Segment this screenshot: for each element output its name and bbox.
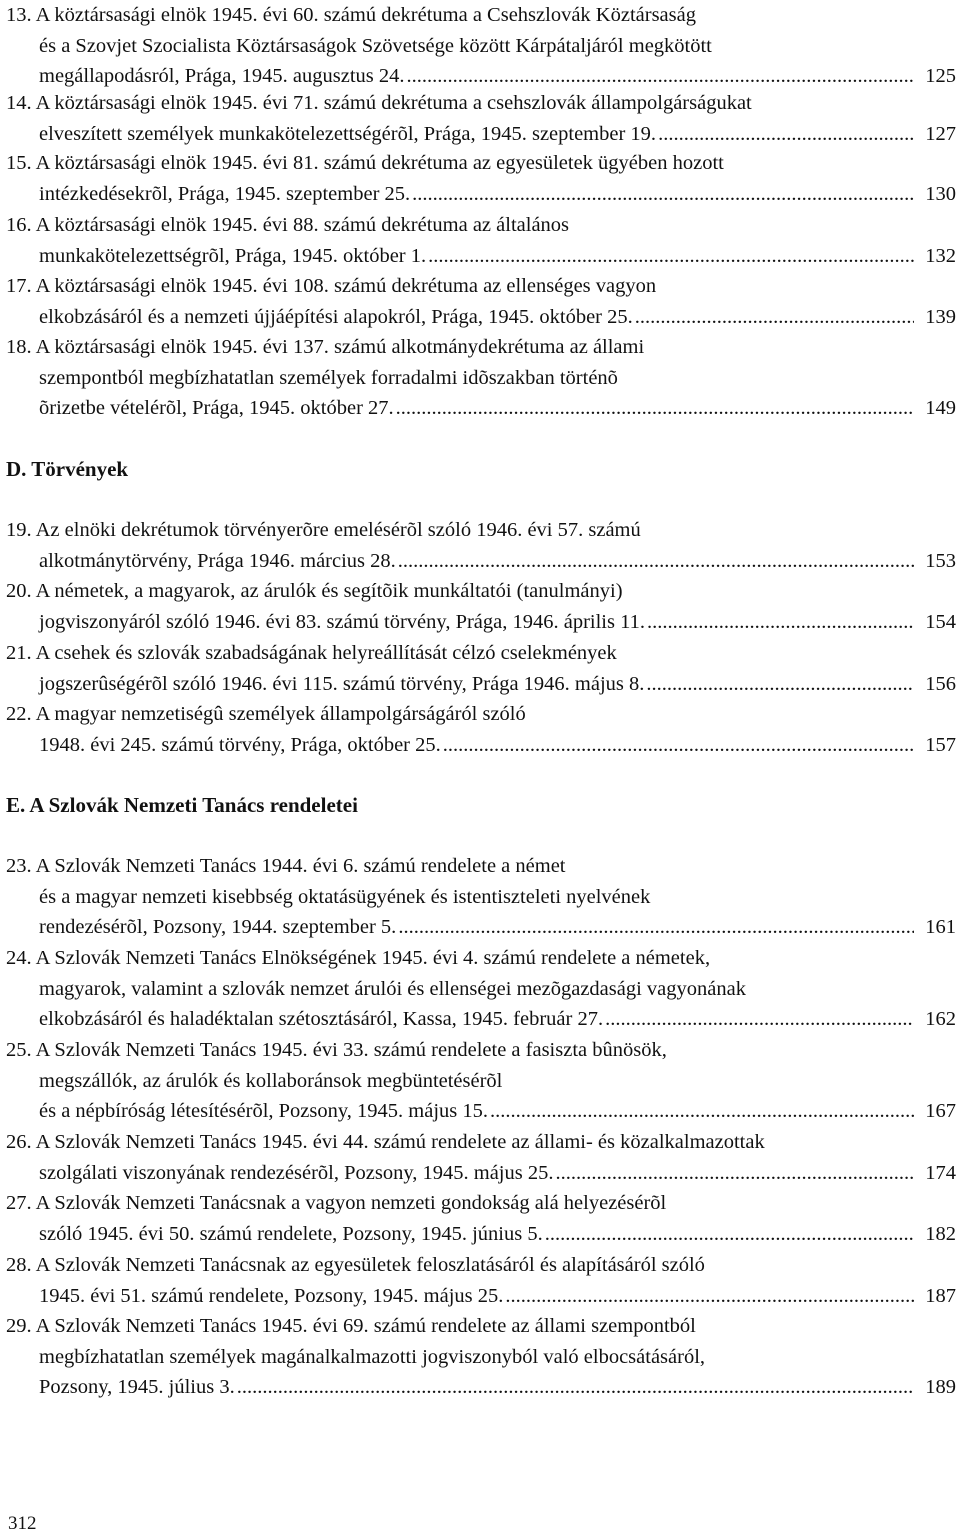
page-number: 187 — [925, 1284, 956, 1307]
toc-entry-25 — [6, 1035, 956, 1127]
toc-line: 27. A Szlovák Nemzeti Tanácsnak a vagyon nemzeti gondokság alá helyezésérõl — [6, 1192, 667, 1214]
toc-entry-24 — [6, 943, 956, 1035]
toc-line: megszállók, az árulók és kollaboránsok megbüntetésérõl — [39, 1069, 503, 1092]
toc-line-last: jogviszonyáról szóló 1946. évi 83. számú törvény, Prága, 1946. április 11. ..... 154 — [6, 607, 956, 638]
toc-line: 22. A magyar nemzetiségû személyek állampolgárságáról szóló — [6, 703, 526, 725]
toc-entry-27 — [6, 1188, 956, 1249]
toc-entry-13 — [6, 0, 956, 92]
toc-line: 25. A Szlovák Nemzeti Tanács 1945. évi 33. számú rendelete a fasiszta bûnösök, — [6, 1039, 667, 1061]
toc-line: és a Szovjet Szocialista Köztársaságok Szövetsége között Kárpátaljáról megkötött — [39, 34, 712, 57]
toc-line-last: 1945. évi 51. számú rendelete, Pozsony, 1945. május 25. ..... 187 — [6, 1281, 956, 1312]
page-number: 125 — [925, 65, 956, 87]
toc-entry-19 — [6, 515, 956, 576]
toc-line: magyarok, valamint a szlovák nemzet árulói és ellenségei mezõgazdasági vagyonának — [39, 977, 746, 1000]
leader-dots — [407, 61, 914, 92]
toc-entry-20 — [6, 576, 956, 637]
toc-line-last: megállapodásról, Prága, 1945. augusztus 24. ..... 125 — [6, 61, 956, 92]
section-heading-e: E. A Szlovák Nemzeti Tanács rendeletei — [6, 793, 358, 817]
toc-entry-21 — [6, 638, 956, 699]
toc-line: 19. Az elnöki dekrétumok törvényerõre emelésérõl szóló 1946. évi 57. számú — [6, 519, 641, 541]
toc-line: 28. A Szlovák Nemzeti Tanácsnak az egyesületek feloszlatásáról és alapításáról szóló — [6, 1254, 705, 1276]
toc-entry-18 — [6, 332, 956, 424]
leader-dots — [646, 669, 914, 700]
page-number: 149 — [925, 397, 956, 419]
toc-line-last: jogszerûségérõl szóló 1946. évi 115. számú törvény, Prága 1946. május 8. ..... 156 — [6, 669, 956, 700]
page-number: 153 — [925, 549, 956, 572]
toc-line: 18. A köztársasági elnök 1945. évi 137. számú alkotmánydekrétuma az állami — [6, 336, 645, 358]
toc-entry-29 — [6, 1311, 956, 1403]
toc-line-last: munkakötelezettségrõl, Prága, 1945. október 1. ..... 132 — [6, 241, 956, 272]
page-number: 127 — [925, 122, 956, 145]
toc-entry-14 — [6, 88, 956, 149]
leader-dots — [237, 1372, 914, 1403]
toc-line: 17. A köztársasági elnök 1945. évi 108. számú dekrétuma az ellenséges vagyon — [6, 275, 657, 297]
toc-line: 24. A Szlovák Nemzeti Tanács Elnökségének 1945. évi 4. számú rendelete a németek, — [6, 947, 711, 969]
page-number: 174 — [925, 1161, 956, 1184]
page-number: 182 — [925, 1222, 956, 1245]
page-number: 161 — [925, 916, 956, 938]
toc-line: 23. A Szlovák Nemzeti Tanács 1944. évi 6. számú rendelete a német — [6, 855, 566, 877]
toc-entry-17 — [6, 271, 956, 332]
leader-dots — [398, 546, 914, 577]
leader-dots — [555, 1158, 914, 1189]
page-number: 154 — [925, 610, 956, 633]
toc-line-last: 1948. évi 245. számú törvény, Prága, október 25. ..... 157 — [6, 730, 956, 761]
toc-line-last: szolgálati viszonyának rendezésérõl, Pozsony, 1945. május 25. ..... 174 — [6, 1158, 956, 1189]
toc-line: 21. A csehek és szlovák szabadságának helyreállítását célzó cselekmények — [6, 642, 617, 664]
toc-line: 20. A németek, a magyarok, az árulók és segítõik munkáltatói (tanulmányi) — [6, 580, 623, 602]
leader-dots — [443, 730, 914, 761]
page-number: 156 — [925, 672, 956, 695]
leader-dots — [545, 1219, 914, 1250]
toc-line: 26. A Szlovák Nemzeti Tanács 1945. évi 44. számú rendelete az állami- és közalkalmazottak — [6, 1131, 765, 1153]
toc-entry-16 — [6, 210, 956, 271]
page-number: 139 — [925, 305, 956, 328]
toc-line-last: alkotmánytörvény, Prága 1946. március 28. ..... 153 — [6, 546, 956, 577]
page-number: 132 — [925, 244, 956, 267]
toc-line: 14. A köztársasági elnök 1945. évi 71. számú dekrétuma a csehszlovák állampolgárságukat — [6, 92, 752, 114]
leader-dots — [635, 302, 914, 333]
toc-line: és a magyar nemzeti kisebbség oktatásügyének és istentiszteleti nyelvének — [39, 885, 651, 908]
page-number: 157 — [925, 733, 956, 756]
leader-dots — [428, 241, 914, 272]
toc-entry-15 — [6, 148, 956, 209]
toc-line: 13. A köztársasági elnök 1945. évi 60. számú dekrétuma a Csehszlovák Köztársaság — [6, 4, 696, 26]
toc-line-last: szóló 1945. évi 50. számú rendelete, Pozsony, 1945. június 5. ..... 182 — [6, 1219, 956, 1250]
leader-dots — [505, 1281, 914, 1312]
toc-line: megbízhatatlan személyek magánalkalmazotti jogviszonyból való elbocsátásáról, — [39, 1345, 706, 1368]
toc-line: szempontból megbízhatatlan személyek forradalmi idõszakban történõ — [39, 366, 618, 389]
toc-line-last: és a népbíróság létesítésérõl, Pozsony, 1945. május 15. ..... 167 — [6, 1096, 956, 1127]
toc-line: 15. A köztársasági elnök 1945. évi 81. számú dekrétuma az egyesületek ügyében hozott — [6, 152, 724, 174]
page-number: 167 — [925, 1100, 956, 1122]
toc-entry-23 — [6, 851, 956, 943]
page-number: 130 — [925, 182, 956, 205]
toc-line-last: elveszített személyek munkakötelezettségérõl, Prága, 1945. szeptember 19. ..... 127 — [6, 119, 956, 150]
toc-line-last: õrizetbe vételérõl, Prága, 1945. október 27. ..... 149 — [6, 393, 956, 424]
footer-page-number: 312 — [8, 1513, 37, 1534]
toc-entry-28 — [6, 1250, 956, 1311]
page-number: 189 — [925, 1376, 956, 1398]
leader-dots — [605, 1004, 914, 1035]
leader-dots — [412, 179, 914, 210]
toc-line-last: elkobzásáról és a nemzeti újjáépítési alapokról, Prága, 1945. október 25. ..... 139 — [6, 302, 956, 333]
toc-line-last: elkobzásáról és haladéktalan szétosztásáról, Kassa, 1945. február 27. ..... 162 — [6, 1004, 956, 1035]
leader-dots — [647, 607, 914, 638]
toc-entry-26 — [6, 1127, 956, 1188]
toc-line-last: intézkedésekrõl, Prága, 1945. szeptember 25. ..... 130 — [6, 179, 956, 210]
leader-dots — [490, 1096, 914, 1127]
toc-line: 16. A köztársasági elnök 1945. évi 88. számú dekrétuma az általános — [6, 214, 570, 236]
leader-dots — [398, 912, 914, 943]
toc-line-last: rendezésérõl, Pozsony, 1944. szeptember 5. ..... 161 — [6, 912, 956, 943]
leader-dots — [658, 119, 914, 150]
toc-line: 29. A Szlovák Nemzeti Tanács 1945. évi 69. számú rendelete az állami szempontból — [6, 1315, 696, 1337]
toc-line-last: Pozsony, 1945. július 3. ..... 189 — [6, 1372, 956, 1403]
toc-entry-22 — [6, 699, 956, 760]
leader-dots — [396, 393, 914, 424]
section-heading-d: D. Törvények — [6, 457, 129, 481]
page-number: 162 — [925, 1008, 956, 1030]
